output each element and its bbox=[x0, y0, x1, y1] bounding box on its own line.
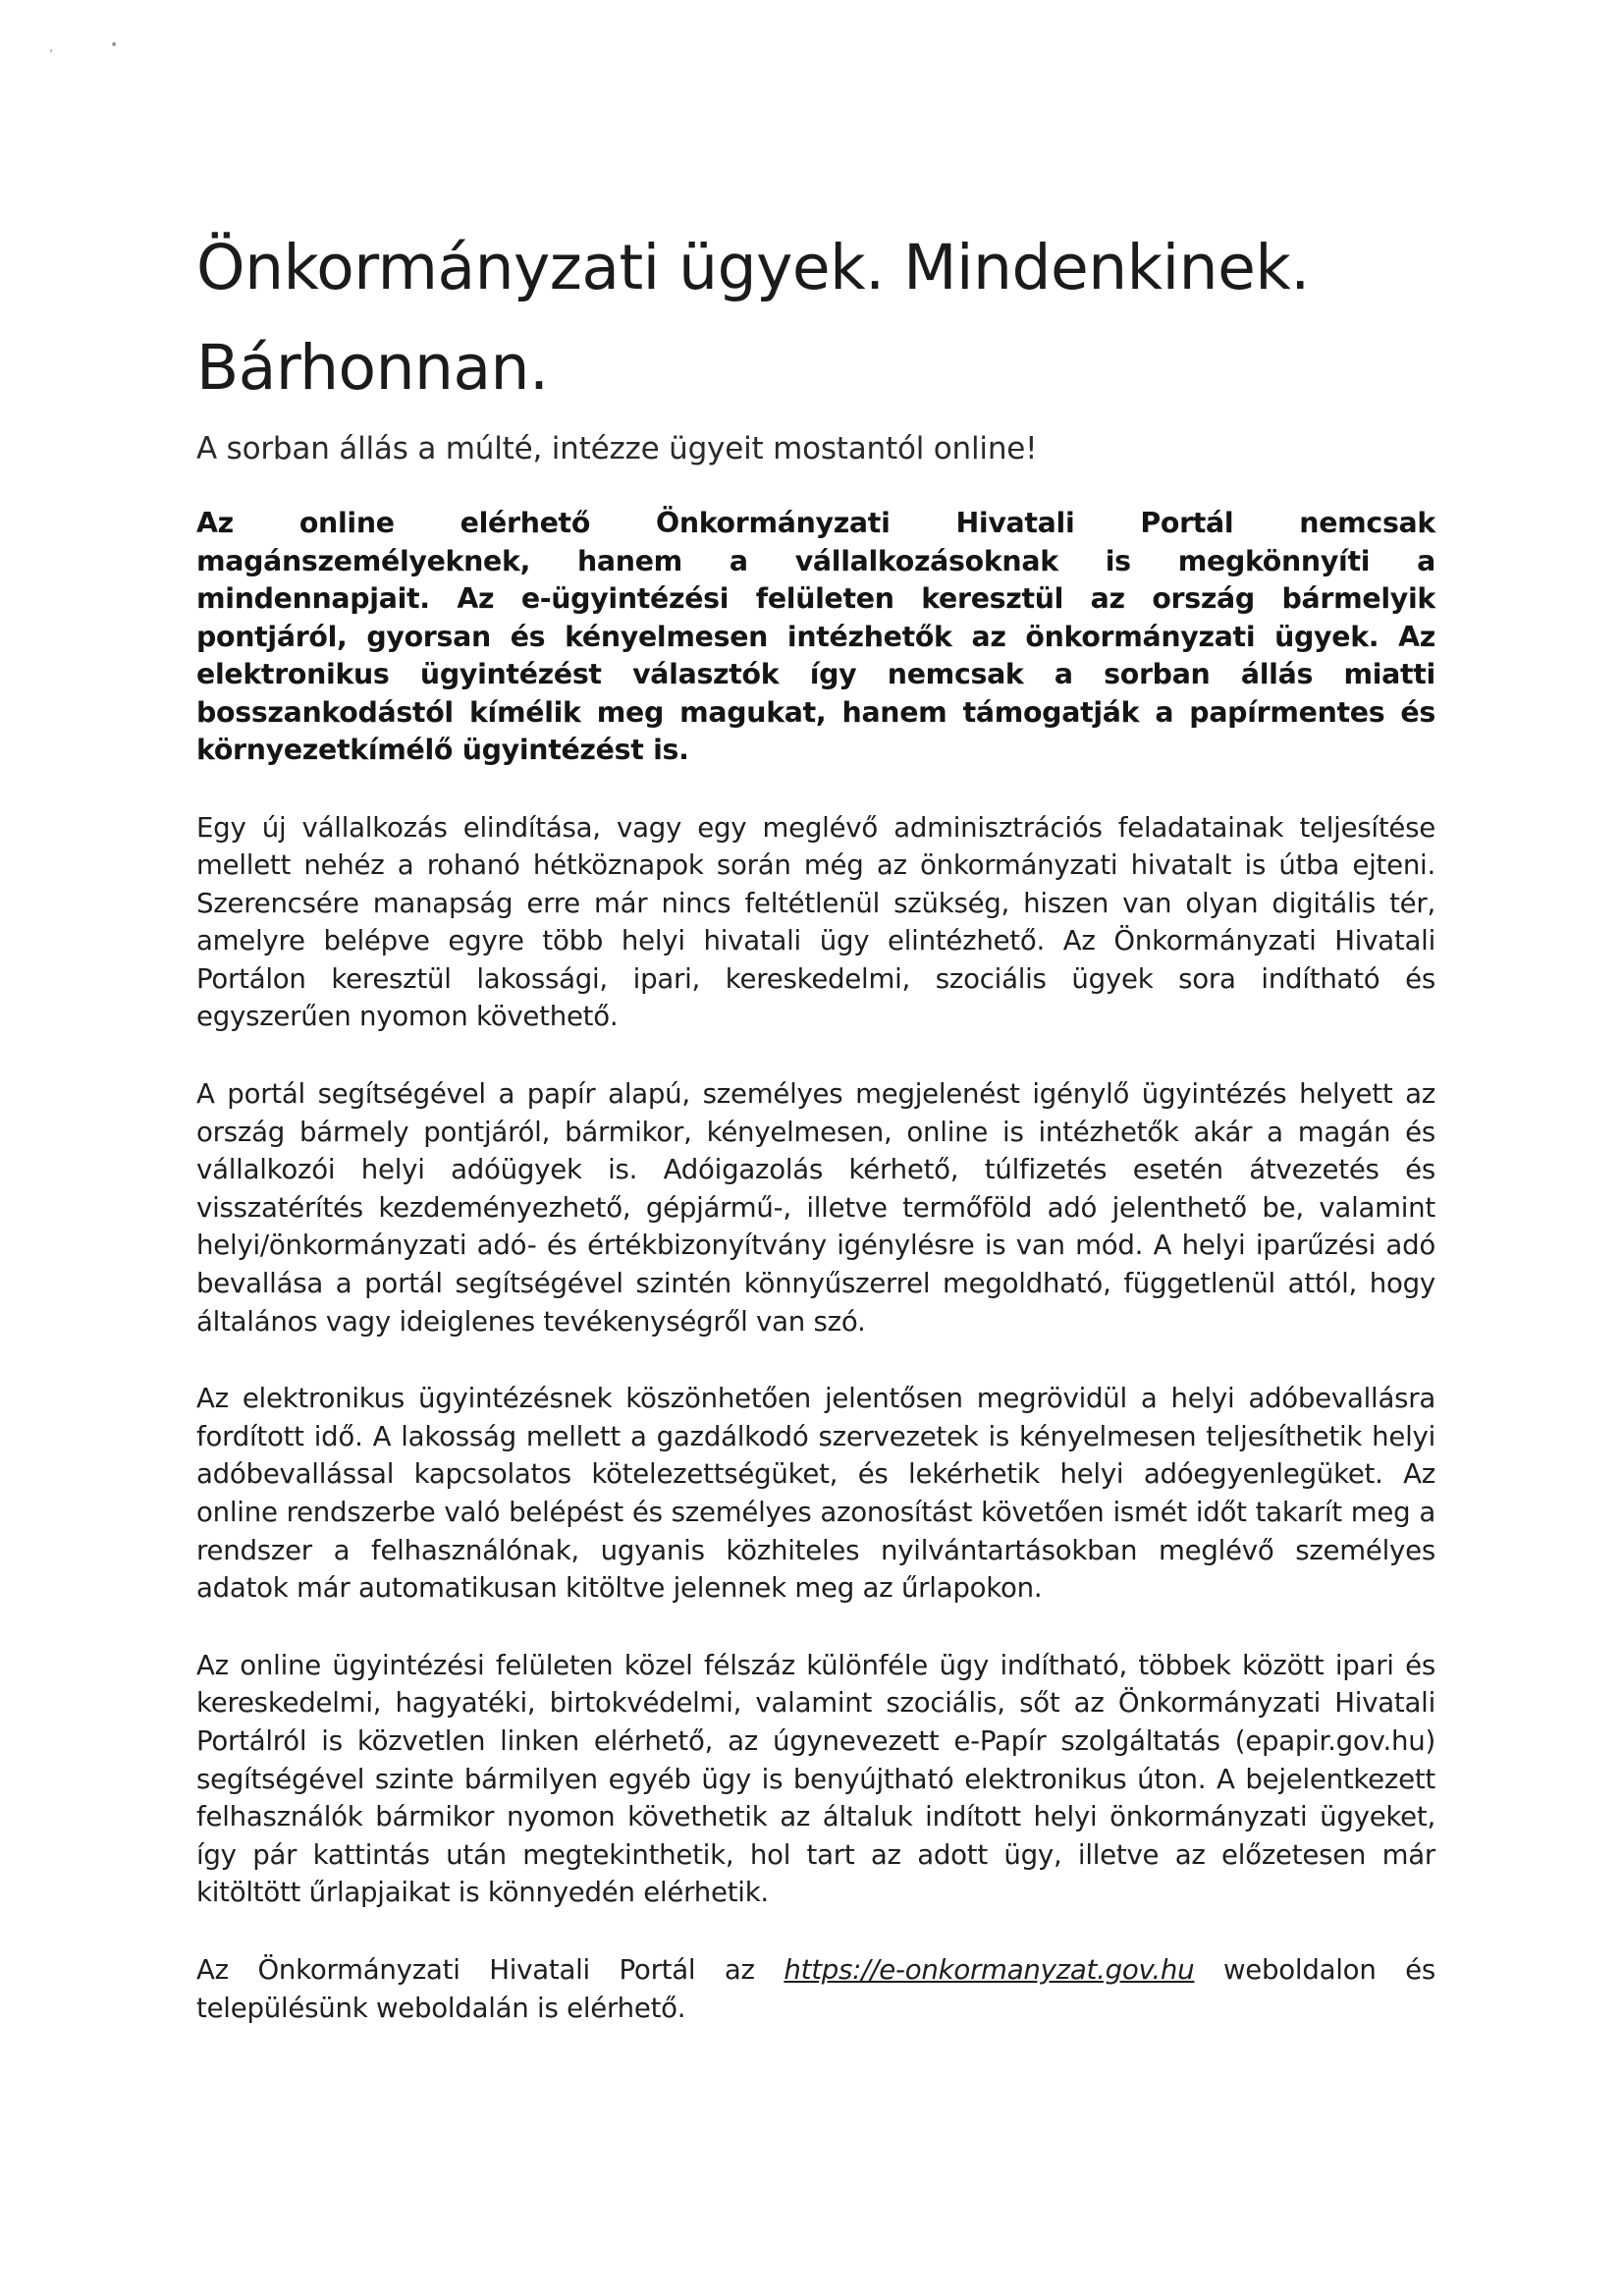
closing-text-before: Az Önkormányzati Hivatali Portál az bbox=[196, 1952, 784, 1986]
document-page bbox=[196, 218, 1435, 2027]
body-paragraph-3: Az elektronikus ügyintézésnek köszönhetően jelentősen megrövidül a helyi adóbevallásra fordított idő. A lakosság mellett a gazdálkodó szervezetek is kényelmesen teljesíthetik helyi adóbevallással kapcsolatos kötelezettségüket, és lekérhetik helyi adóegyenlegüket. Az online rendszerbe való belépést és személyes azonosítást követően ismét időt takarít meg a rendszer a felhasználónak, ugyanis közhiteles nyilvántartásokban meglévő személyes adatok már automatikusan kitöltve jelennek meg az űrlapokon. bbox=[196, 1382, 1435, 1605]
scan-mark: • bbox=[110, 37, 119, 53]
lead-paragraph: Az online elérhető Önkormányzati Hivatali Portál nemcsak magánszemélyeknek, hanem a vállalkozásoknak is megkönnyíti a mindennapjait. Az e-ügyintézési felületen keresztül az ország bármelyik pontjáról, gyorsan és kényelmesen intézhetők az önkormányzati ügyek. Az elektronikus ügyintézést választók így nemcsak a sorban állás miatti bosszankodástól kímélik meg magukat, hanem támogatják a papírmentes és környezetkímélő ügyintézést is. bbox=[196, 507, 1435, 766]
body-paragraph-2: A portál segítségével a papír alapú, személyes megjelenést igénylő ügyintézés helyett az ország bármely pontjáról, bármikor, kényelmesen, online is intézhetők akár a magán és vállalkozói helyi adóügyek is. Adóigazolás kérhető, túlfizetés esetén átvezetés és visszatérítés kezdeményezhető, gépjármű-, illetve termőföld adó jelenthető be, valamint helyi/önkormányzati adó- és értékbizonyítvány igénylésre is van mód. A helyi iparűzési adó bevallása a portál segítségével szintén könnyűszerrel megoldható, függetlenül attól, hogy általános vagy ideiglenes tevékenységről van szó. bbox=[196, 1077, 1435, 1338]
closing-paragraph bbox=[196, 1951, 1435, 2027]
body-paragraph-4: Az online ügyintézési felületen közel félszáz különféle ügy indítható, többek között ipari és kereskedelmi, hagyatéki, birtokvédelmi, valamint szociális, sőt az Önkormányzati Hivatali Portálról is közvetlen linken elérhető, az úgynevezett e-Papír szolgáltatás (epapir.gov.hu) segítségével szinte bármilyen egyéb ügy is benyújtható elektronikus úton. A bejelentkezett felhasználók bármikor nyomon követhetik az általuk indított helyi önkormányzati ügyeket, így pár kattintás után megtekinthetik, hol tart az adott ügy, illetve az előzetesen már kitöltött űrlapjaikat is könnyedén elérhetik. bbox=[196, 1648, 1435, 1909]
scan-mark: , bbox=[49, 39, 54, 55]
closing-text-after: weboldalon és településünk weboldalán is elérhető. bbox=[196, 1952, 1435, 2024]
title-line-1: Önkormányzati ügyek. Mindenkinek. bbox=[196, 232, 1310, 303]
title-line-2: Bárhonnan. bbox=[196, 332, 549, 404]
portal-link[interactable]: https://e-onkormanyzat.gov.hu bbox=[784, 1952, 1195, 1986]
body-paragraph-1: Egy új vállalkozás elindítása, vagy egy meglévő adminisztrációs feladatainak teljesítése mellett nehéz a rohanó hétköznapok során még az önkormányzati hivatalt is útba ejteni. Szerencsére manapság erre már nincs feltétlenül szükség, hiszen van olyan digitális tér, amelyre belépve egyre több helyi hivatali ügy elintézhető. Az Önkormányzati Hivatali Portálon keresztül lakossági, ipari, kereskedelmi, szociális ügyek sora indítható és egyszerűen nyomon követhető. bbox=[196, 810, 1435, 1033]
page-title bbox=[196, 218, 1435, 418]
page-subtitle: A sorban állás a múlté, intézze ügyeit mostantól online! bbox=[196, 431, 1038, 466]
